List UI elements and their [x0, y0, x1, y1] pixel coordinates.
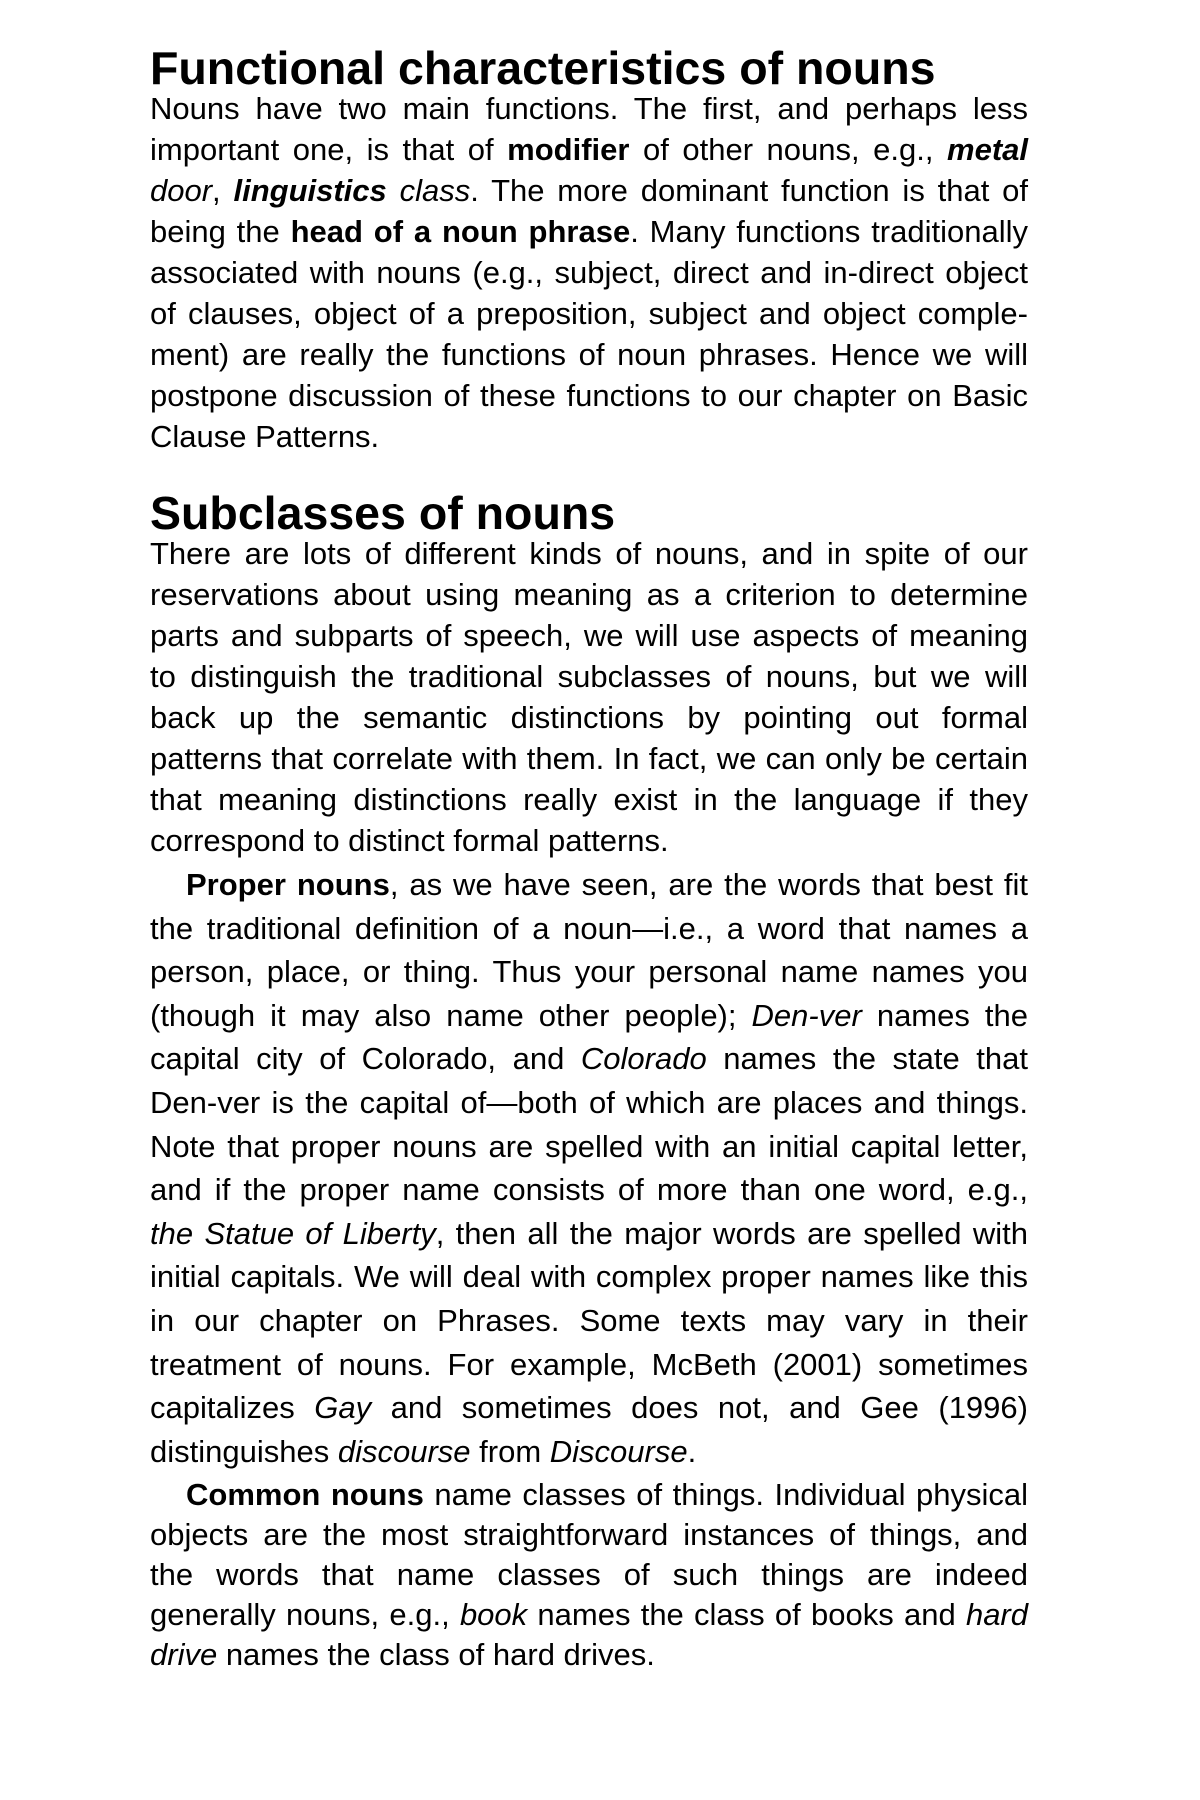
- text-run: names the class of hard drives.: [217, 1637, 655, 1673]
- italic-term: discourse: [337, 1433, 471, 1469]
- italic-term: Colorado: [580, 1041, 707, 1077]
- text-run: names the class of books and: [527, 1597, 966, 1633]
- text-run: . Many functions traditionally associated with nouns (e.g., subject, direct and in-direct object of clauses, object of a preposition, subject and object comple-ment) are really the functions of noun phrases. Hence we will postpone discussion of these functions to our chapter on Basic Clause Patterns.: [150, 214, 1028, 454]
- italic-term: door: [150, 173, 213, 208]
- text-run: and sometimes does not, and Gee (1996) distinguishes: [150, 1390, 1028, 1469]
- text-run: ,: [212, 173, 234, 208]
- italic-term: class: [386, 173, 471, 208]
- bold-term: Proper nouns: [186, 867, 390, 902]
- text-run: Nouns have two main functions. The first, and perhaps less important one, is that of: [150, 91, 1028, 167]
- italic-term: Den-ver: [751, 997, 862, 1033]
- text-run: There are lots of different kinds of nouns, and in spite of our reservations about using meaning as a criterion to determine parts and subparts of speech, we will use aspects of meaning to distinguish the traditional subclasses of nouns, but we will back up the semantic distinctions by pointing out formal patterns that correlate with them. In fact, we can only be certain that meaning distinctions really exist in the language if they correspond to distinct formal patterns.: [150, 536, 1028, 858]
- text-run: . The more dominant function is that of being the: [150, 173, 1028, 249]
- text-run: .: [687, 1433, 697, 1469]
- bold-italic-term: linguistics: [233, 173, 387, 208]
- text-run: , as we have seen, are the words that best fit the traditional definition of a noun—i.e., a word that names a person, place, or thing. Thus your personal name names you (though it may also name other people);: [150, 867, 1029, 1033]
- paragraph-subclasses-intro: [150, 533, 1028, 861]
- italic-term: hard drive: [150, 1597, 1028, 1673]
- section-heading-subclasses: Subclasses of nouns: [150, 487, 616, 539]
- text-run: name classes of things. Individual physical objects are the most straightforward instances of things, and the words that name classes of such things are indeed generally nouns, e.g.,: [150, 1477, 1028, 1633]
- text-run: , then all the major words are spelled with initial capitals. We will deal with complex proper names like this in our chapter on Phrases. Some texts may vary in their treatment of nouns. For example, McBeth (2001) sometimes capitalizes: [150, 1215, 1028, 1426]
- bold-term: Common nouns: [186, 1477, 424, 1513]
- bold-term: head of a noun phrase: [290, 214, 631, 249]
- italic-term: book: [459, 1597, 528, 1633]
- bold-term: modifier: [507, 132, 630, 167]
- bold-italic-term: metal: [947, 132, 1028, 167]
- section-heading-functional-characteristics: Functional characteristics of nouns: [150, 42, 936, 94]
- text-run: from: [470, 1433, 550, 1469]
- text-run: names the capital city of Colorado, and: [150, 997, 1028, 1077]
- text-run: names the state that Den-ver is the capital of—both of which are places and things. Note that proper nouns are spelled with an initial capital letter, and if the proper name consists of more than one word, e.g.,: [150, 1041, 1028, 1208]
- paragraph-common-nouns: [150, 1475, 1028, 1675]
- italic-term: Discourse: [549, 1433, 688, 1469]
- italic-term: the Statue of Liberty: [150, 1215, 436, 1251]
- italic-term: Gay: [314, 1390, 372, 1426]
- paragraph-proper-nouns: [150, 863, 1028, 1473]
- text-run: of other nouns, e.g.,: [629, 132, 948, 167]
- document-page: [150, 42, 1029, 1675]
- paragraph-functions-of-nouns: [150, 88, 1028, 457]
